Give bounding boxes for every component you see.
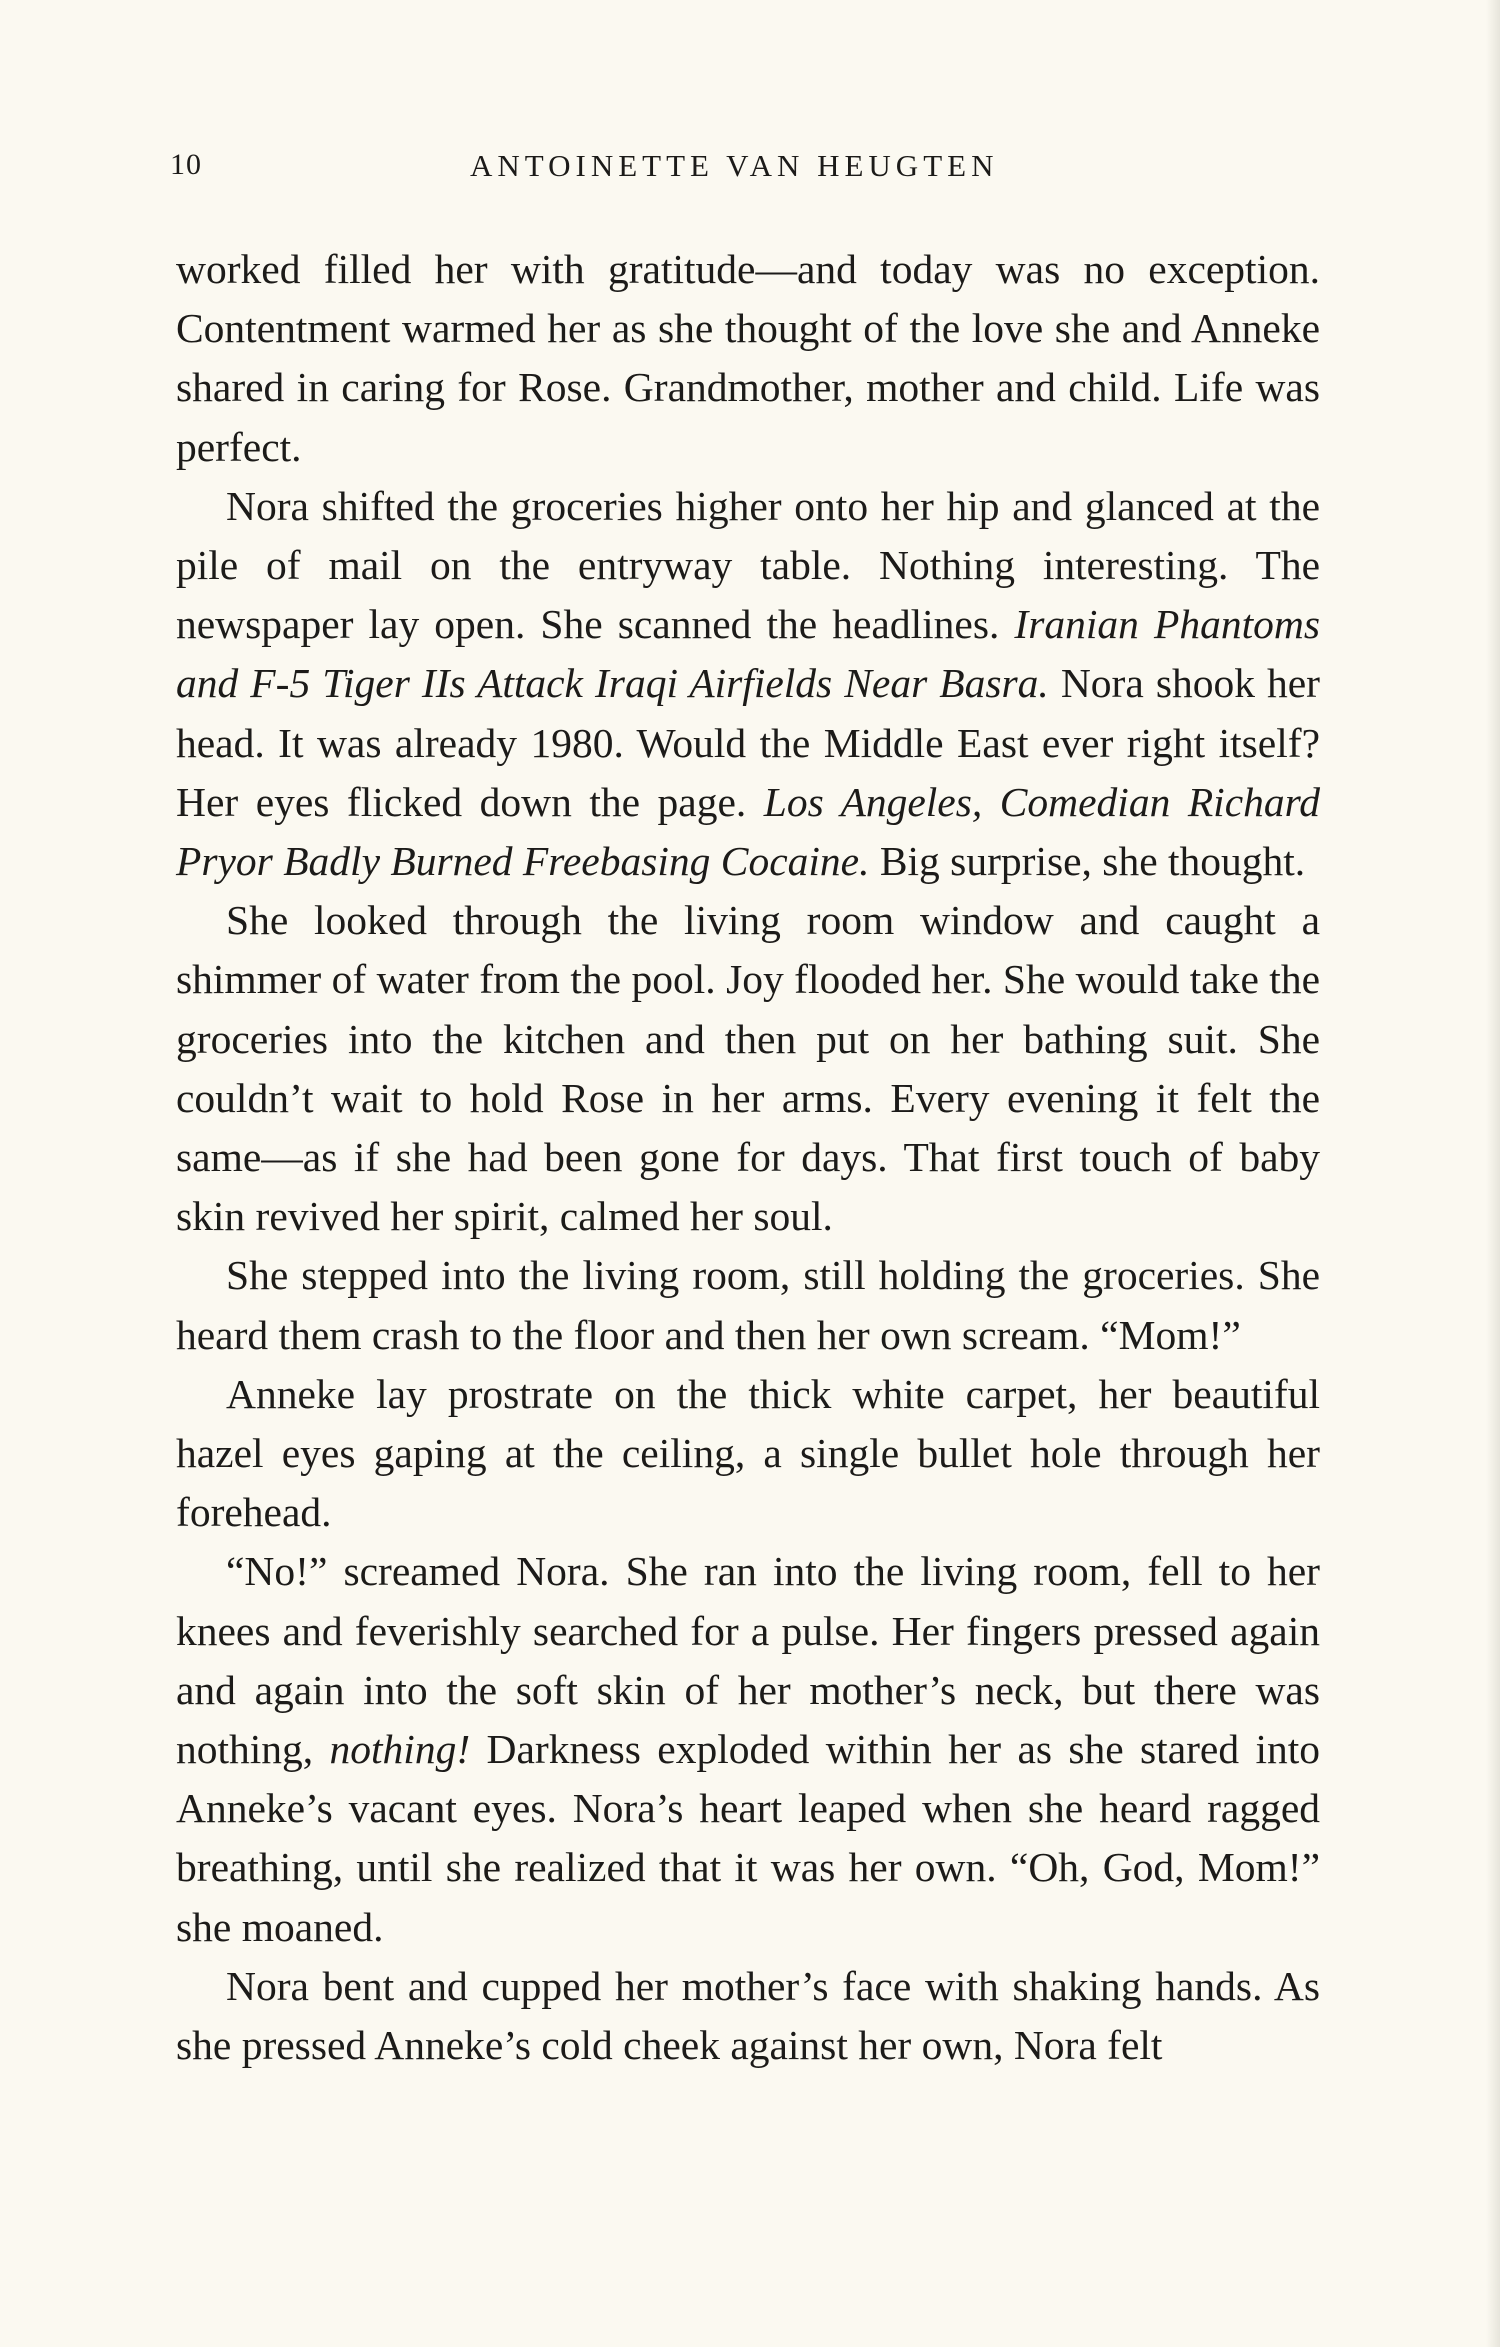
paragraph	[176, 1246, 1320, 1364]
paragraph	[176, 1365, 1320, 1543]
text-run: Nora shook her head. It was already 1980. Would the Middle East ever right itself? Her eyes flicked down the page.	[176, 660, 1320, 825]
text-run: Anneke lay prostrate on the thick white carpet, her beautiful hazel eyes gaping at the ceiling, a single bullet hole through her forehead.	[176, 1370, 1320, 1536]
headline-italic: Los Angeles, Comedian Richard Pryor Badly Burned Freebasing Cocaine.	[176, 778, 1320, 885]
running-head: ANTOINETTE VAN HEUGTEN	[470, 148, 999, 183]
paragraph	[176, 1957, 1320, 2075]
headline-italic: Iranian Phantoms and F-5 Tiger IIs Attack Iraqi Airfields Near Basra.	[176, 601, 1320, 707]
paragraph	[176, 1542, 1320, 1956]
paragraph	[176, 477, 1320, 891]
text-run: Nora bent and cupped her mother’s face with shaking hands. As she pressed Anneke’s cold cheek against her own, Nora felt	[176, 1962, 1320, 2069]
text-run: She looked through the living room window and caught a shimmer of water from the pool. Joy flooded her. She would take the groceries into the kitchen and then put on her bathing suit. She couldn’t wait to hold Rose in her arms. Every evening it felt the same—as if she had been gone for days. That first touch of baby skin revived her spirit, calmed her soul.	[176, 897, 1320, 1240]
body-text	[176, 240, 1320, 2075]
text-run: She stepped into the living room, still holding the groceries. She heard them crash to the floor and then her own scream. “Mom!”	[176, 1252, 1320, 1358]
paragraph	[176, 891, 1320, 1246]
emphasis-italic: nothing!	[329, 1726, 471, 1773]
text-run: worked filled her with gratitude—and today was no exception. Contentment warmed her as she thought of the love she and Anneke shared in caring for Rose. Grandmother, mother and child. Life was perfect.	[176, 246, 1320, 470]
text-run: Darkness exploded within her as she stared into Anneke’s vacant eyes. Nora’s heart leaped when she heard ragged breathing, until she realized that it was her own. “Oh, God, Mom!” she moaned.	[176, 1726, 1321, 1950]
paragraph	[176, 240, 1320, 477]
page-number: 10	[170, 148, 202, 181]
text-run: Nora shifted the groceries higher onto her hip and glanced at the pile of mail on the entryway table. Nothing interesting. The newspaper lay open. She scanned the headlines.	[176, 482, 1320, 648]
page-header	[170, 148, 1320, 192]
text-run: Big surprise, she thought.	[869, 838, 1306, 885]
scan-edge-shadow	[1486, 0, 1500, 2347]
text-run: “No!” screamed Nora. She ran into the living room, fell to her knees and feverishly searched for a pulse. Her fingers pressed again and again into the soft skin of her mother’s neck, but there was nothing,	[176, 1548, 1320, 1773]
